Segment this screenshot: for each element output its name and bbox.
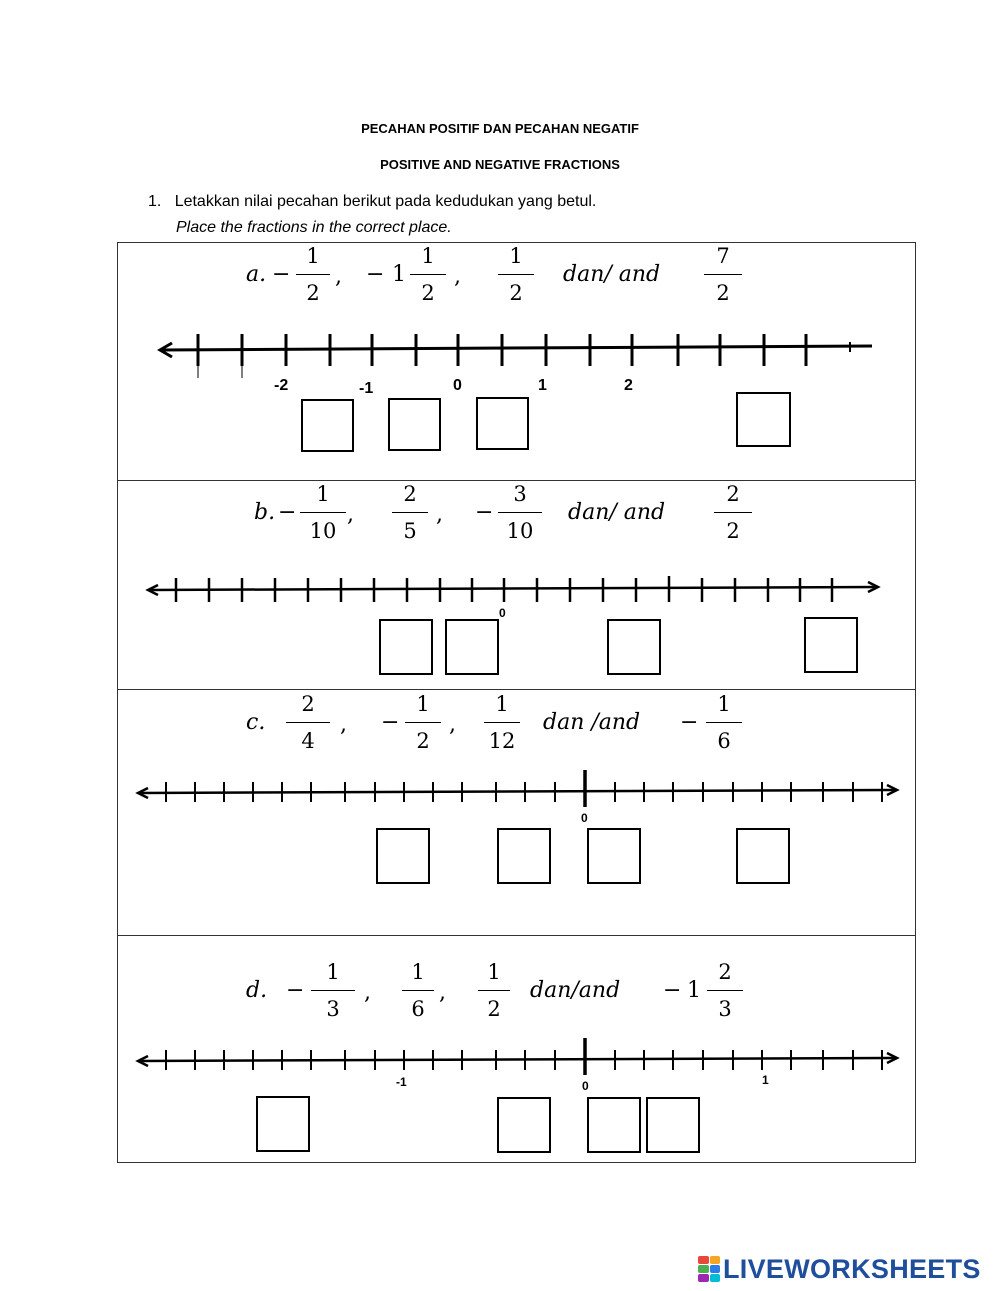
numerator: 1	[416, 692, 430, 716]
numerator: 1	[509, 244, 523, 268]
connector-text: dan/and	[530, 978, 621, 1003]
minus-sign: −	[366, 262, 385, 287]
tick-label: 0	[499, 606, 506, 620]
numerator: 2	[726, 482, 740, 506]
denominator: 2	[726, 519, 740, 543]
tick-label: 0	[581, 811, 588, 825]
numerator: 3	[513, 482, 527, 506]
denominator: 12	[488, 729, 516, 753]
page-title-en: POSITIVE AND NEGATIVE FRACTIONS	[380, 157, 620, 172]
logo-swatch	[698, 1274, 709, 1282]
numerator: 2	[403, 482, 417, 506]
tick-label: -2	[274, 377, 289, 394]
answer-box[interactable]	[256, 1096, 310, 1152]
connector-text: dan /and	[543, 710, 641, 735]
part-label: b.	[254, 500, 276, 525]
numerator: 1	[411, 960, 425, 984]
denominator: 2	[716, 281, 730, 305]
tick-label: 2	[624, 377, 633, 394]
logo-swatch	[710, 1274, 721, 1282]
connector-text: dan/ and	[568, 500, 666, 525]
denominator: 4	[301, 729, 315, 753]
logo-swatch	[698, 1265, 709, 1273]
tick-label: 0	[453, 377, 462, 394]
denominator: 5	[403, 519, 417, 543]
numerator: 1	[421, 244, 435, 268]
answer-box[interactable]	[497, 1097, 551, 1153]
minus-sign: −	[680, 710, 699, 735]
denominator: 3	[718, 997, 732, 1021]
part-label: a.	[246, 262, 267, 287]
minus-sign: −	[663, 978, 682, 1003]
minus-sign: −	[272, 262, 291, 287]
minus-sign: −	[278, 500, 297, 525]
denominator: 2	[509, 281, 523, 305]
answer-box[interactable]	[646, 1097, 700, 1153]
numerator: 7	[716, 244, 730, 268]
liveworksheets-logo	[698, 1252, 981, 1286]
connector-text: dan/ and	[563, 262, 661, 287]
whole-number: 1	[687, 978, 701, 1003]
numerator: 1	[717, 692, 731, 716]
question-number: 1.	[148, 193, 162, 210]
denominator: 3	[326, 997, 340, 1021]
numerator: 1	[316, 482, 330, 506]
denominator: 10	[506, 519, 534, 543]
denominator: 2	[421, 281, 435, 305]
denominator: 10	[309, 519, 337, 543]
logo-swatch	[710, 1256, 721, 1264]
numerator: 2	[718, 960, 732, 984]
minus-sign: −	[475, 500, 494, 525]
page-title-ms: PECAHAN POSITIF DAN PECAHAN NEGATIF	[361, 121, 639, 136]
numerator: 1	[495, 692, 509, 716]
tick-label: 1	[538, 377, 547, 394]
denominator: 2	[306, 281, 320, 305]
logo-swatch	[710, 1265, 721, 1273]
numerator: 2	[301, 692, 315, 716]
denominator: 6	[411, 997, 425, 1021]
tick-label: -1	[396, 1075, 407, 1089]
logo-icon	[698, 1256, 720, 1282]
whole-number: 1	[392, 262, 406, 287]
denominator: 6	[717, 729, 731, 753]
tick-label: 1	[762, 1073, 769, 1087]
denominator: 2	[487, 997, 501, 1021]
instruction-text-en: Place the fractions in the correct place.	[176, 219, 452, 236]
tick-label: -1	[359, 380, 374, 397]
minus-sign: −	[286, 978, 305, 1003]
tick-label: 0	[582, 1079, 589, 1093]
numerator: 1	[306, 244, 320, 268]
instruction-text-ms: Letakkan nilai pecahan berikut pada kedudukan yang betul.	[174, 193, 597, 210]
answer-box[interactable]	[587, 1097, 641, 1153]
logo-swatch	[698, 1256, 709, 1264]
numerator: 1	[326, 960, 340, 984]
minus-sign: −	[381, 710, 400, 735]
part-label: c.	[246, 710, 266, 735]
denominator: 2	[416, 729, 430, 753]
part-label: d.	[246, 978, 268, 1003]
logo-text: LIVEWORKSHEETS	[723, 1253, 981, 1284]
numerator: 1	[487, 960, 501, 984]
